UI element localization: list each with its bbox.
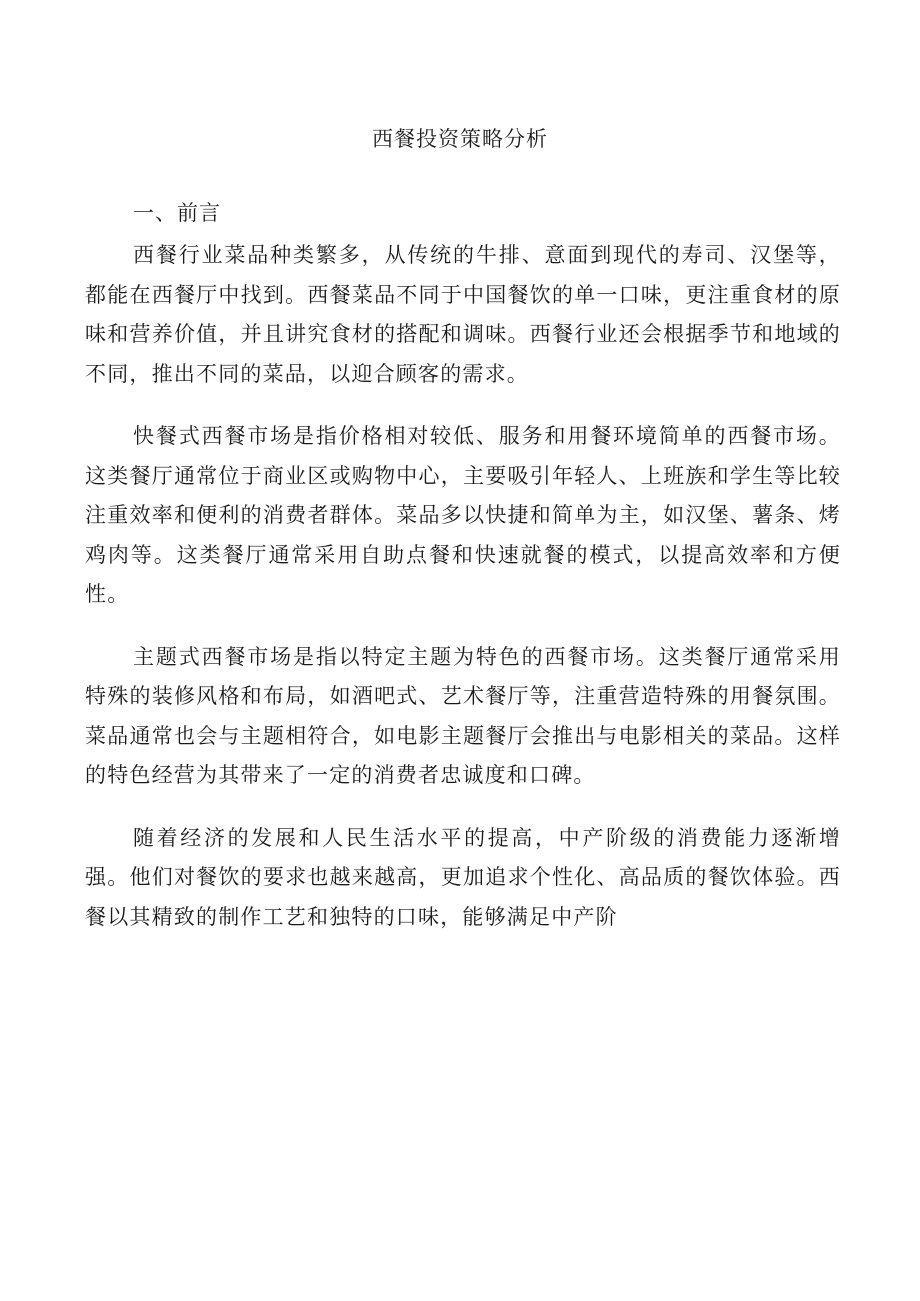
document-body [85, 236, 841, 960]
paragraph-cuisine-variety: 西餐行业菜品种类繁多，从传统的牛排、意面到现代的寿司、汉堡等，都能在西餐厅中找到。西餐菜品不同于中国餐饮的单一口味，更注重食材的原味和营养价值，并且讲究食材的搭配和调味。西餐行业还会根据季节和地域的不同，推出不同的菜品，以迎合顾客的需求。 [85, 243, 841, 386]
document-title: 西餐投资策略分析 [372, 127, 548, 151]
section-heading: 一、前言 [133, 201, 221, 225]
paragraph-middle-class: 随着经济的发展和人民生活水平的提高，中产阶级的消费能力逐渐增强。他们对餐饮的要求也越来越高，更加追求个性化、高品质的餐饮体验。西餐以其精致的制作工艺和独特的口味，能够满足中产阶 [85, 825, 841, 929]
paragraph-themed-market: 主题式西餐市场是指以特定主题为特色的西餐市场。这类餐厅通常采用特殊的装修风格和布局，如酒吧式、艺术餐厅等，注重营造特殊的用餐氛围。菜品通常也会与主题相符合，如电影主题餐厅会推出与电影相关的菜品。这样的特色经营为其带来了一定的消费者忠诚度和口碑。 [85, 644, 841, 787]
paragraph-fast-food-market: 快餐式西餐市场是指价格相对较低、服务和用餐环境简单的西餐市场。这类餐厅通常位于商业区或购物中心，主要吸引年轻人、上班族和学生等比较注重效率和便利的消费者群体。菜品多以快捷和简单为主，如汉堡、薯条、烤鸡肉等。这类餐厅通常采用自助点餐和快速就餐的模式，以提高效率和方便性。 [85, 424, 841, 606]
